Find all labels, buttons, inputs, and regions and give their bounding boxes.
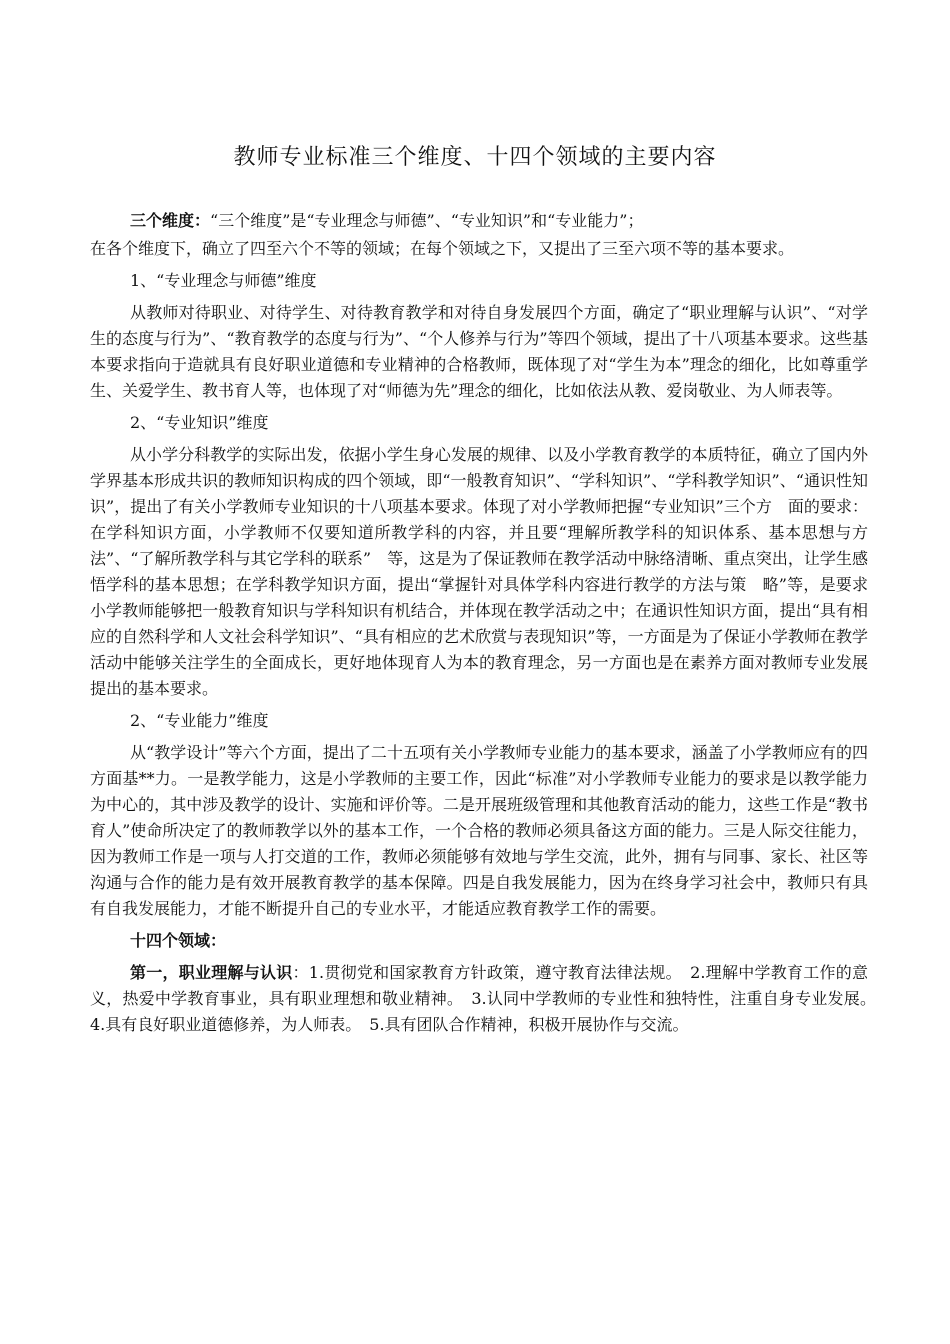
intro-text-1: “三个维度”是“专业理念与师德”、“专业知识”和“专业能力”； — [210, 211, 644, 230]
section-1-text: 从教师对待职业、对待学生、对待教育教学和对待自身发展四个方面，确定了“职业理解与认识”、“对学生的态度与行为”、“教育教学的态度与行为”、“个人修养与行为”等四个领域，提出了十八项基本要求。这些基本要求指向于造就具有良好职业道德和专业精神的合格教师，既体现了对“学生为本”理念的细化，比如尊重学生、关爱学生、教书育人等，也体现了对“师德为先”理念的细化，比如依法从教、爱岗敬业、为人师表等。 — [90, 303, 868, 400]
section-2-heading: 2、“专业知识”维度 — [130, 413, 269, 432]
intro-label: 三个维度： — [130, 211, 211, 230]
section-2-text: 从小学分科教学的实际出发，依据小学生身心发展的规律、以及小学教育教学的本质特征，确立了国内外学界基本形成共识的教师知识构成的四个领域，即“一般教育知识”、“学科知识”、“学科教学知识”、“通识性知识”，提出了有关小学教师专业知识的十八项基本要求。体现了对小学教师把握“专业知识”三个方 面的要求：在学科知识方面，小学教师不仅要知道所教学科的内容，并且要“理解所教学科的知识体系、基本思想与方法”、“了解所教学科与其它学科的联系” 等，这是为了保证教师在教学活动中脉络清晰、重点突出，让学生感悟学科的基本思想；在学科教学知识方面，提出“掌握针对具体学科内容进行教学的方法与策 略”等，是要求小学教师能够把一般教育知识与学科知识有机结合，并体现在教学活动之中；在通识性知识方面，提出“具有相应的自然科学和人文社会科学知识”、“具有相应的艺术欣赏与表现知识”等，一方面是为了保证小学教师在教学活动中能够关注学生的全面成长，更好地体现育人为本的教育理念，另一方面也是在素养方面对教师专业发展提出的基本要求。 — [90, 445, 868, 698]
domain-1-text: ：1.贯彻党和国家教育方针政策，遵守教育法律法规。 2.理解中学教育工作的意义，热爱中学教育事业，具有职业理想和敬业精神。 3.认同中学教师的专业性和独特性，注重自身专业发展。 4.具有良好职业道德修养，为人师表。 5.具有团队合作精神，积极开展协作与交流。 — [90, 963, 885, 1034]
intro-line-1 — [90, 208, 868, 234]
document-title: 教师专业标准三个维度、十四个领域的主要内容 — [233, 145, 717, 170]
intro-line-2: 在各个维度下，确立了四至六个不等的领域；在每个领域之下，又提出了三至六项不等的基本要求。 — [90, 239, 795, 258]
domain-1-label: 第一，职业理解与认识 — [130, 963, 293, 982]
section-3-text: 从“教学设计”等六个方面，提出了二十五项有关小学教师专业能力的基本要求，涵盖了小学教师应有的四方面基**力。一是教学能力，这是小学教师的主要工作，因此“标准”对小学教师专业能力的要求是以教学能力为中心的，其中涉及教学的设计、实施和评价等。二是开展班级管理和其他教育活动的能力，这些工作是“教书育人”使命所决定了的教师教学以外的基本工作，一个合格的教师必须具备这方面的能力。三是人际交往能力，因为教师工作是一项与人打交道的工作，教师必须能够有效地与学生交流，此外，拥有与同事、家长、社区等沟通与合作的能力是有效开展教育教学的基本保障。四是自我发展能力，因为在终身学习社会中，教师只有具有自我发展能力，才能不断提升自己的专业水平，才能适应教育教学工作的需要。 — [90, 743, 868, 918]
domain-1-paragraph — [90, 960, 885, 1038]
section-1-heading: 1、“专业理念与师德”维度 — [130, 271, 317, 290]
document-body — [90, 208, 885, 1038]
domains-heading — [90, 928, 868, 954]
domains-heading-label: 十四个领域： — [130, 931, 227, 950]
section-3-heading: 2、“专业能力”维度 — [130, 711, 269, 730]
